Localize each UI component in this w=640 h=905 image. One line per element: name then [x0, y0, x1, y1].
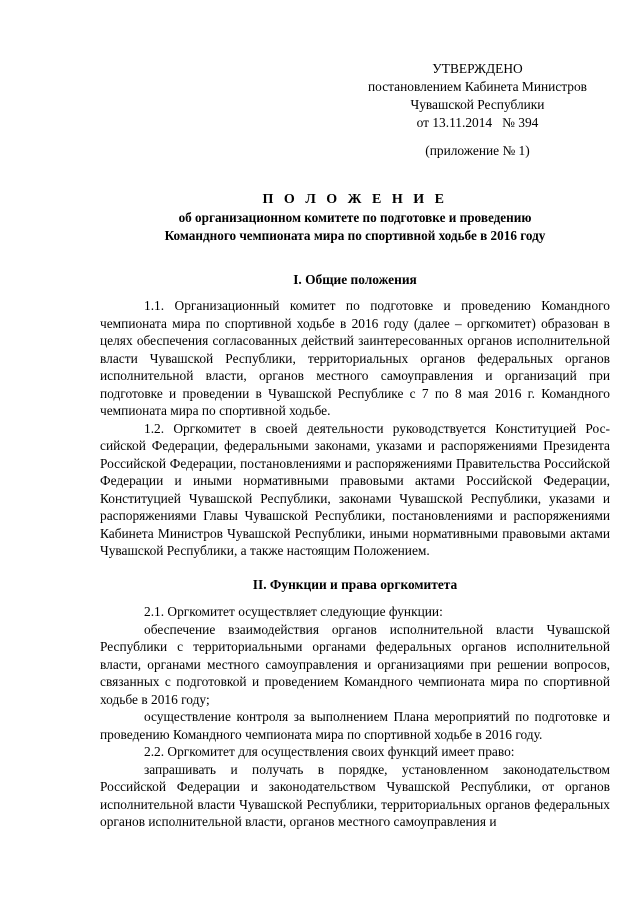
approval-issuer: постановлением Кабинета Министров	[368, 79, 587, 94]
approval-region: Чувашской Республики	[410, 97, 545, 112]
paragraph: 2.2. Оргкомитет для осуществления своих функций имеет право:	[144, 744, 515, 759]
section-body-functions	[100, 603, 610, 831]
paragraph: осуществление контроля за выполнением Плана мероприятий по подготовке и проведению Командного чемпионата мира по спортивной ходьбе в 2016 году.	[100, 709, 610, 742]
paragraph: запрашивать и получать в порядке, установленном законодательством Российской Федерации и законодательством Чувашской Республики, от органов исполнительной власти Чувашской Республики, территориальных органов федеральных органов исполнительной власти, органов местного самоуправления и	[100, 761, 610, 829]
title-main: П О Л О Ж Е Н И Е	[262, 192, 448, 207]
title-subtitle-line1: об организационном комитете по подготовке и проведению	[178, 210, 532, 225]
approval-approved: УТВЕРЖДЕНО	[432, 61, 523, 76]
paragraph: 1.1. Организационный комитет по подготовке и проведению Командного чемпионата мира по спортивной ходьбе в 2016 году (далее – оргкомитет) образован в целях обеспечения согласованных действий заинтересованных органов исполнительной власти Чувашской Республики, территориальных органов федеральных органов исполнительной власти, органов местного самоуправления и организаций при подготовке и проведении в Чувашской Республике с 7 по 8 мая 2016 г. Командного чемпионата мира по спортивной ходьбе.	[100, 298, 610, 418]
section-heading-functions: II. Функции и права оргкомитета	[252, 577, 458, 592]
paragraph: 2.1. Оргкомитет осуществляет следующие функции:	[144, 604, 443, 619]
paragraph: обеспечение взаимодействия органов исполнительной власти Чувашской Республики с территориальными органами федеральных органов исполнительной власти, органами местного самоуправления и организациями при решении вопросов, связанных с подготовкой и проведением Командного чемпионата мира по спортивной ходьбе в 2016 году;	[100, 621, 610, 707]
section-body-general	[100, 297, 610, 560]
section-heading-general: I. Общие положения	[293, 272, 417, 287]
approval-stamp	[350, 60, 605, 132]
appendix-label: (приложение № 1)	[425, 143, 530, 158]
title-subtitle-line2: Командного чемпионата мира по спортивной ходьбе в 2016 году	[164, 228, 546, 243]
document-title	[100, 191, 610, 245]
paragraph: 1.2. Оргкомитет в своей деятельности руководствуется Конституцией Российской Федерации, федеральными законами, указами и распоряжениями Президента Российской Федерации, постановлениями и распоряжениями Правительства Российской Федерации и иными нормативными правовыми актами Российской Федерации, Конституцией Чувашской Республики, законами Чувашской Республики, указами и распоряжениями Главы Чувашской Республики, постановлениями и распоряжениями Кабинета Министров Чувашской Республики, иными нормативными правовыми актами Чувашской Республики, а также настоящим Положением.	[100, 420, 610, 558]
approval-date-number: от 13.11.2014 № 394	[416, 115, 539, 130]
